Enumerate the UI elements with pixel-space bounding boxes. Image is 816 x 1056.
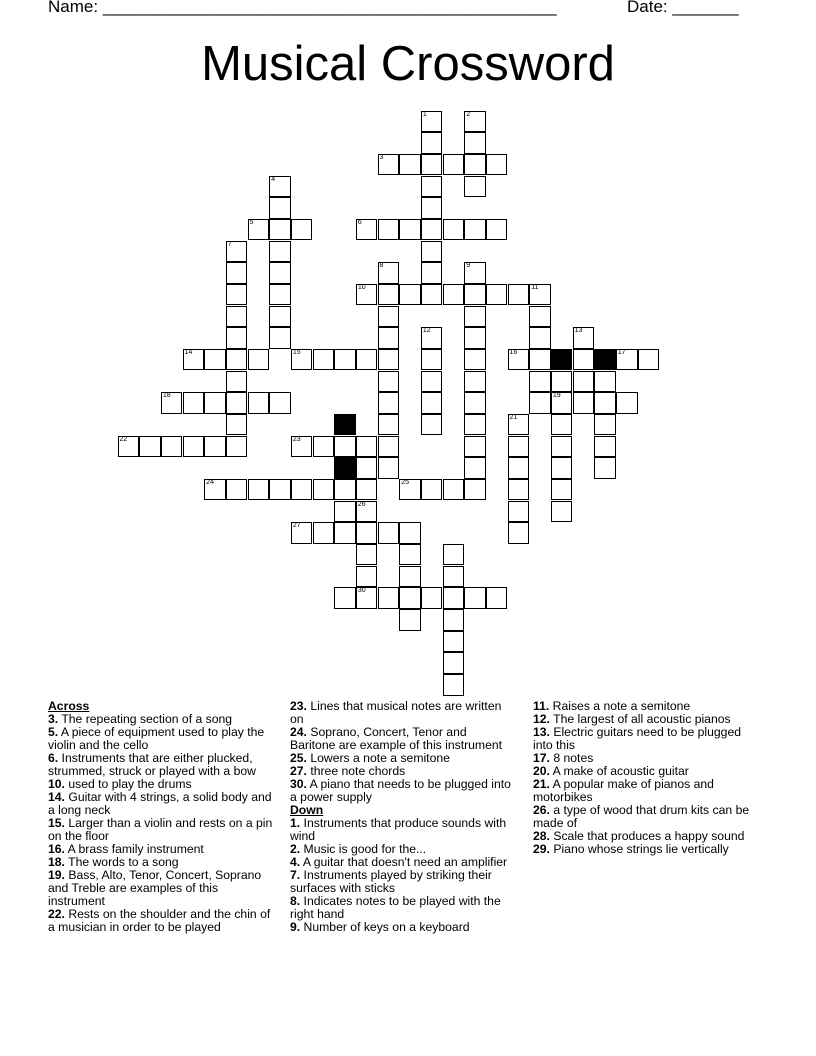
clue-num: 13. <box>533 725 550 739</box>
grid-cell[interactable] <box>443 652 465 674</box>
clue-text: three note chords <box>306 764 406 778</box>
grid-cell[interactable] <box>508 457 530 479</box>
grid-cell[interactable] <box>399 479 421 501</box>
grid-cell[interactable] <box>443 566 465 588</box>
clues-column-1 <box>48 700 273 934</box>
clue-text: Instruments played by striking their surfaces with sticks <box>290 868 492 895</box>
grid-cell[interactable] <box>443 674 465 696</box>
grid-cell[interactable] <box>443 544 465 566</box>
grid-cell[interactable] <box>226 371 248 393</box>
grid-cell[interactable] <box>486 284 508 306</box>
grid-cell[interactable] <box>356 349 378 371</box>
clue-number: 3 <box>379 153 384 161</box>
grid-cell[interactable] <box>226 414 248 436</box>
clue-text: Number of keys on a keyboard <box>300 920 470 934</box>
clue-num: 21. <box>533 777 550 791</box>
clue-item <box>290 700 515 726</box>
clue-number: 11 <box>531 283 539 291</box>
clue-item <box>290 895 515 921</box>
clue-num: 2. <box>290 842 301 856</box>
name-label: Name: <box>48 0 99 16</box>
clue-number: 26 <box>357 500 366 508</box>
grid-cell[interactable] <box>356 587 378 609</box>
grid-cell[interactable] <box>573 327 595 349</box>
grid-cell[interactable] <box>443 284 465 306</box>
clue-num: 20. <box>533 764 550 778</box>
grid-cell[interactable] <box>269 392 291 414</box>
clue-num: 30. <box>290 777 307 791</box>
grid-cell[interactable] <box>226 262 248 284</box>
clue-number: 2 <box>466 110 471 118</box>
clue-num: 9. <box>290 920 301 934</box>
grid-cell[interactable] <box>269 197 291 219</box>
clue-item <box>533 778 758 804</box>
grid-cell[interactable] <box>594 414 616 436</box>
clue-number: 4 <box>271 175 276 183</box>
clue-number: 8 <box>379 262 384 270</box>
clue-text: used to play the drums <box>64 777 192 791</box>
grid-cell[interactable] <box>269 479 291 501</box>
grid-cell[interactable] <box>269 284 291 306</box>
grid-cell[interactable] <box>139 436 161 458</box>
grid-cell[interactable] <box>204 479 226 501</box>
grid-cell[interactable] <box>313 349 335 371</box>
clue-num: 1. <box>290 816 301 830</box>
clue-number: 17 <box>617 348 626 356</box>
clue-text: A make of acoustic guitar <box>549 764 689 778</box>
clue-num: 6. <box>48 751 59 765</box>
grid-cell[interactable] <box>443 479 465 501</box>
across-heading: Across <box>48 699 90 713</box>
clue-number: 16 <box>509 348 518 356</box>
clue-text: The largest of all acoustic pianos <box>549 712 731 726</box>
clue-text: 8 notes <box>549 751 594 765</box>
clue-text: The repeating section of a song <box>58 712 233 726</box>
grid-cell[interactable] <box>291 219 313 241</box>
clue-text: Electric guitars need to be plugged into this <box>533 725 742 752</box>
grid-block <box>334 414 356 436</box>
grid-cell[interactable] <box>529 371 551 393</box>
clue-text: A piece of equipment used to play the violin and the cello <box>48 725 265 752</box>
down-heading: Down <box>290 803 324 817</box>
grid-cell[interactable] <box>529 284 551 306</box>
grid-cell[interactable] <box>399 544 421 566</box>
grid-cell[interactable] <box>269 241 291 263</box>
clue-number: 18 <box>162 392 171 400</box>
grid-cell[interactable] <box>378 414 400 436</box>
clue-text: Lines that musical notes are written on <box>290 699 502 726</box>
clue-number: 24 <box>206 478 214 486</box>
clue-number: 19 <box>552 392 561 400</box>
grid-cell[interactable] <box>378 327 400 349</box>
grid-cell[interactable] <box>378 587 400 609</box>
grid-cell[interactable] <box>486 587 508 609</box>
grid-cell[interactable] <box>529 349 551 371</box>
grid-cell[interactable] <box>248 392 270 414</box>
grid-cell[interactable] <box>378 349 400 371</box>
grid-cell[interactable] <box>269 176 291 198</box>
grid-cell[interactable] <box>594 436 616 458</box>
grid-cell[interactable] <box>226 327 248 349</box>
grid-cell[interactable] <box>269 219 291 241</box>
grid-cell[interactable] <box>421 349 443 371</box>
clue-item <box>290 726 515 752</box>
grid-cell[interactable] <box>594 392 616 414</box>
grid-cell[interactable] <box>421 587 443 609</box>
grid-cell[interactable] <box>183 436 205 458</box>
grid-cell[interactable] <box>508 414 530 436</box>
clue-item <box>533 804 758 830</box>
grid-cell[interactable] <box>551 479 573 501</box>
clue-num: 7. <box>290 868 301 882</box>
grid-block <box>551 349 573 371</box>
clue-number: 14 <box>184 348 193 356</box>
clue-number: 23 <box>292 435 301 443</box>
grid-cell[interactable] <box>118 436 140 458</box>
clue-num: 5. <box>48 725 59 739</box>
grid-cell[interactable] <box>529 327 551 349</box>
grid-cell[interactable] <box>291 349 313 371</box>
clue-text: Guitar with 4 strings, a solid body and a long neck <box>48 790 272 817</box>
clue-text: Lowers a note a semitone <box>306 751 450 765</box>
clue-num: 4. <box>290 855 301 869</box>
grid-cell[interactable] <box>486 219 508 241</box>
clue-number: 27 <box>292 522 301 530</box>
grid-cell[interactable] <box>269 306 291 328</box>
grid-cell[interactable] <box>421 111 443 133</box>
grid-cell[interactable] <box>508 501 530 523</box>
clue-number: 13 <box>574 327 583 335</box>
clue-num: 26. <box>533 803 550 817</box>
clue-item <box>290 817 515 843</box>
clue-text: The words to a song <box>64 855 179 869</box>
grid-cell[interactable] <box>594 457 616 479</box>
clue-number: 21 <box>509 413 518 421</box>
grid-cell[interactable] <box>508 522 530 544</box>
grid-cell[interactable] <box>356 566 378 588</box>
grid-cell[interactable] <box>248 479 270 501</box>
clue-item <box>290 778 515 804</box>
grid-cell[interactable] <box>161 436 183 458</box>
grid-cell[interactable] <box>464 262 486 284</box>
grid-cell[interactable] <box>399 154 421 176</box>
clue-text: A brass family instrument <box>64 842 204 856</box>
grid-cell[interactable] <box>464 111 486 133</box>
grid-cell[interactable] <box>356 219 378 241</box>
grid-cell[interactable] <box>378 306 400 328</box>
clue-item <box>48 752 273 778</box>
grid-cell[interactable] <box>464 392 486 414</box>
grid-cell[interactable] <box>529 392 551 414</box>
clue-num: 15. <box>48 816 65 830</box>
grid-cell[interactable] <box>443 587 465 609</box>
grid-cell[interactable] <box>378 284 400 306</box>
grid-cell[interactable] <box>183 392 205 414</box>
clue-text: Soprano, Concert, Tenor and Baritone are example of this instrument <box>290 725 503 752</box>
clue-text: A popular make of pianos and motorbikes <box>533 777 714 804</box>
grid-cell[interactable] <box>421 262 443 284</box>
grid-cell[interactable] <box>378 522 400 544</box>
grid-cell[interactable] <box>356 284 378 306</box>
grid-cell[interactable] <box>464 349 486 371</box>
grid-cell[interactable] <box>204 436 226 458</box>
grid-cell[interactable] <box>443 154 465 176</box>
grid-cell[interactable] <box>378 262 400 284</box>
clue-number: 25 <box>401 478 409 486</box>
clue-num: 8. <box>290 894 301 908</box>
grid-cell[interactable] <box>378 457 400 479</box>
clue-number: 7 <box>227 240 232 248</box>
grid-cell[interactable] <box>378 371 400 393</box>
clue-text: Raises a note a semitone <box>549 699 691 713</box>
grid-cell[interactable] <box>291 436 313 458</box>
clue-num: 11. <box>533 699 550 713</box>
grid-cell[interactable] <box>464 436 486 458</box>
grid-cell[interactable] <box>464 371 486 393</box>
clue-text: Instruments that are either plucked, strummed, struck or played with a bow <box>48 751 256 778</box>
grid-cell[interactable] <box>226 284 248 306</box>
grid-cell[interactable] <box>573 371 595 393</box>
clue-text: Indicates notes to be played with the right hand <box>290 894 501 921</box>
clue-number: 10 <box>357 283 366 291</box>
date-label: Date: <box>627 0 668 16</box>
grid-cell[interactable] <box>378 436 400 458</box>
grid-cell[interactable] <box>443 631 465 653</box>
grid-block <box>334 457 356 479</box>
grid-cell[interactable] <box>378 392 400 414</box>
grid-cell[interactable] <box>356 544 378 566</box>
grid-cell[interactable] <box>356 436 378 458</box>
grid-cell[interactable] <box>161 392 183 414</box>
clue-num: 28. <box>533 829 550 843</box>
grid-cell[interactable] <box>399 219 421 241</box>
clue-num: 23. <box>290 699 307 713</box>
grid-cell[interactable] <box>464 132 486 154</box>
page-title: Musical Crossword <box>201 37 615 91</box>
clue-text: Scale that produces a happy sound <box>549 829 745 843</box>
grid-cell[interactable] <box>421 479 443 501</box>
grid-cell[interactable] <box>551 371 573 393</box>
grid-cell[interactable] <box>616 349 638 371</box>
grid-cell[interactable] <box>334 522 356 544</box>
grid-cell[interactable] <box>226 436 248 458</box>
grid-cell[interactable] <box>443 609 465 631</box>
grid-cell[interactable] <box>334 479 356 501</box>
grid-cell[interactable] <box>334 436 356 458</box>
clue-item <box>290 921 515 934</box>
clue-num: 17. <box>533 751 550 765</box>
grid-cell[interactable] <box>421 327 443 349</box>
clue-text: Music is good for the... <box>300 842 427 856</box>
grid-cell[interactable] <box>464 479 486 501</box>
clue-item <box>533 726 758 752</box>
grid-cell[interactable] <box>464 219 486 241</box>
clue-item <box>533 843 758 856</box>
clue-num: 25. <box>290 751 307 765</box>
grid-cell[interactable] <box>573 349 595 371</box>
grid-cell[interactable] <box>204 349 226 371</box>
grid-cell[interactable] <box>399 587 421 609</box>
grid-cell[interactable] <box>551 501 573 523</box>
grid-cell[interactable] <box>356 479 378 501</box>
clue-num: 3. <box>48 712 59 726</box>
clue-num: 12. <box>533 712 550 726</box>
clue-number: 20 <box>336 413 344 421</box>
grid-cell[interactable] <box>378 219 400 241</box>
grid-cell[interactable] <box>551 392 573 414</box>
grid-cell[interactable] <box>551 436 573 458</box>
date-line: _______ <box>672 0 739 16</box>
grid-cell[interactable] <box>464 306 486 328</box>
grid-cell[interactable] <box>399 566 421 588</box>
clue-item <box>290 869 515 895</box>
grid-cell[interactable] <box>551 457 573 479</box>
clue-item <box>48 726 273 752</box>
grid-cell[interactable] <box>551 414 573 436</box>
grid-cell[interactable] <box>226 479 248 501</box>
clue-text: Piano whose strings lie vertically <box>549 842 729 856</box>
grid-cell[interactable] <box>399 609 421 631</box>
clue-text: Larger than a violin and rests on a pin on the floor <box>48 816 273 843</box>
clue-number: 1 <box>422 110 427 118</box>
clue-num: 16. <box>48 842 65 856</box>
clue-text: Rests on the shoulder and the chin of a musician in order to be played <box>48 907 271 934</box>
grid-cell[interactable] <box>421 132 443 154</box>
clue-num: 29. <box>533 842 550 856</box>
grid-cell[interactable] <box>421 219 443 241</box>
grid-cell[interactable] <box>421 284 443 306</box>
grid-cell[interactable] <box>443 219 465 241</box>
grid-cell[interactable] <box>356 501 378 523</box>
grid-cell[interactable] <box>399 284 421 306</box>
grid-cell[interactable] <box>226 392 248 414</box>
grid-cell[interactable] <box>638 349 660 371</box>
clue-number: 30 <box>357 587 366 595</box>
grid-cell[interactable] <box>269 327 291 349</box>
grid-cell[interactable] <box>486 154 508 176</box>
clue-text: A guitar that doesn't need an amplifier <box>300 855 508 869</box>
grid-cell[interactable] <box>421 392 443 414</box>
grid-cell[interactable] <box>529 306 551 328</box>
grid-cell[interactable] <box>356 457 378 479</box>
grid-cell[interactable] <box>313 436 335 458</box>
grid-cell[interactable] <box>464 327 486 349</box>
clue-item <box>48 817 273 843</box>
clue-number: 5 <box>249 218 254 226</box>
clue-num: 10. <box>48 777 65 791</box>
grid-cell[interactable] <box>399 522 421 544</box>
clue-number: 6 <box>357 218 362 226</box>
grid-cell[interactable] <box>356 522 378 544</box>
grid-cell[interactable] <box>291 479 313 501</box>
grid-cell[interactable] <box>334 349 356 371</box>
grid-cell[interactable] <box>204 392 226 414</box>
clue-num: 22. <box>48 907 65 921</box>
grid-cell[interactable] <box>508 349 530 371</box>
clue-num: 14. <box>48 790 65 804</box>
clues-column-2 <box>290 700 515 934</box>
clue-num: 19. <box>48 868 65 882</box>
clue-num: 27. <box>290 764 307 778</box>
grid-cell[interactable] <box>594 371 616 393</box>
grid-cell[interactable] <box>248 219 270 241</box>
grid-cell[interactable] <box>421 371 443 393</box>
grid-cell[interactable] <box>313 522 335 544</box>
grid-cell[interactable] <box>464 154 486 176</box>
grid-cell[interactable] <box>508 284 530 306</box>
grid-cell[interactable] <box>464 284 486 306</box>
grid-cell[interactable] <box>464 457 486 479</box>
grid-cell[interactable] <box>464 414 486 436</box>
clue-number: 15 <box>292 348 301 356</box>
grid-cell[interactable] <box>464 176 486 198</box>
grid-cell[interactable] <box>508 436 530 458</box>
clue-number: 9 <box>466 262 471 270</box>
grid-cell[interactable] <box>421 414 443 436</box>
name-line: ________________________________________________ <box>102 0 557 16</box>
clues-column-3 <box>533 700 758 856</box>
grid-cell[interactable] <box>226 306 248 328</box>
grid-cell[interactable] <box>616 392 638 414</box>
clue-number: 12 <box>422 327 431 335</box>
grid-cell[interactable] <box>378 154 400 176</box>
grid-cell[interactable] <box>226 241 248 263</box>
grid-cell[interactable] <box>334 587 356 609</box>
clue-number: 22 <box>119 435 128 443</box>
clue-item <box>48 791 273 817</box>
clue-num: 18. <box>48 855 65 869</box>
grid-cell[interactable] <box>464 587 486 609</box>
grid-cell[interactable] <box>421 154 443 176</box>
grid-cell[interactable] <box>573 392 595 414</box>
grid-cell[interactable] <box>508 479 530 501</box>
grid-cell[interactable] <box>421 241 443 263</box>
clue-text: Instruments that produce sounds with wind <box>290 816 507 843</box>
grid-cell[interactable] <box>269 262 291 284</box>
grid-cell[interactable] <box>421 176 443 198</box>
clue-text: a type of wood that drum kits can be made of <box>533 803 750 830</box>
grid-cell[interactable] <box>183 349 205 371</box>
grid-cell[interactable] <box>248 349 270 371</box>
clue-item <box>48 869 273 908</box>
clue-item <box>48 908 273 934</box>
grid-cell[interactable] <box>313 479 335 501</box>
clue-text: Bass, Alto, Tenor, Concert, Soprano and Treble are examples of this instrument <box>48 868 262 908</box>
grid-cell[interactable] <box>334 501 356 523</box>
clue-text: A piano that needs to be plugged into a power supply <box>290 777 511 804</box>
grid-cell[interactable] <box>421 197 443 219</box>
grid-cell[interactable] <box>226 349 248 371</box>
grid-cell[interactable] <box>291 522 313 544</box>
grid-block <box>594 349 616 371</box>
clue-num: 24. <box>290 725 307 739</box>
